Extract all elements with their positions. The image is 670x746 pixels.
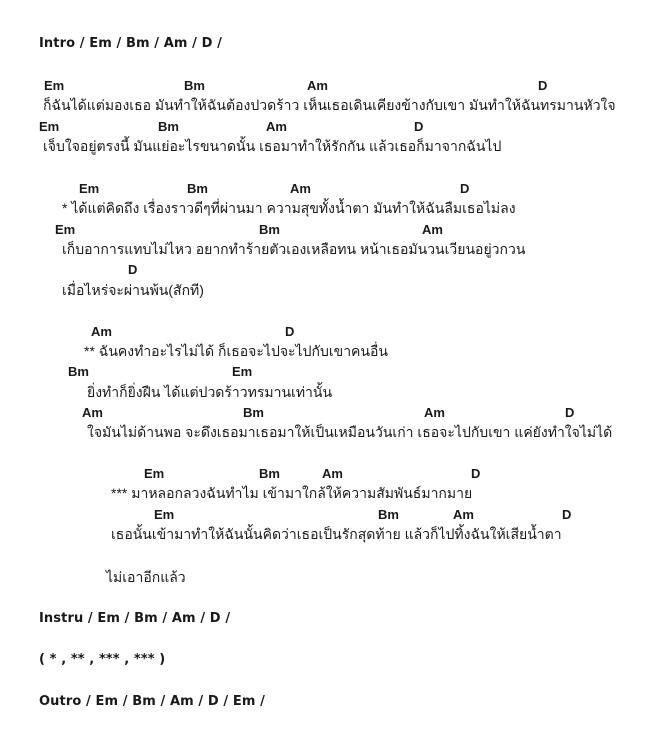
chord: Bm — [243, 405, 264, 420]
lyric-line: เธอนั้นเข้ามาทำให้ฉันนั้นคิดว่าเธอเป็นรักสุดท้าย แล้วก็ไปทิ้งฉันให้เสียน้ำตา — [111, 526, 562, 542]
chord: D — [471, 466, 481, 481]
instru-line: Instru / Em / Bm / Am / D / — [39, 611, 231, 626]
chord: Bm — [68, 364, 89, 379]
chord: Am — [266, 119, 287, 134]
chord: Em — [232, 364, 253, 379]
lyric-line: เจ็บใจอยู่ตรงนี้ มันแย่อะไรขนาดนั้น เธอมาทำให้รักกัน แล้วเธอก็มาจากฉันไป — [43, 138, 502, 154]
chord: Am — [91, 324, 112, 339]
lyric-line: เก็บอาการแทบไม่ไหว อยากทำร้ายตัวเองเหลือทน หน้าเธอมันวนเวียนอยู่วกวน — [62, 241, 526, 257]
chord: Am — [82, 405, 103, 420]
chord: D — [285, 324, 295, 339]
chord: Em — [39, 119, 60, 134]
lyric-line: ใจมันไม่ด้านพอ จะดึงเธอมาเธอมาให้เป็นเหมือนวันเก่า เธอจะไปกับเขา แค่ยังทำใจไม่ได้ — [87, 424, 613, 440]
chord: D — [538, 78, 548, 93]
chord: Am — [453, 507, 474, 522]
chord: D — [562, 507, 572, 522]
chord: Em — [144, 466, 165, 481]
chord: Em — [44, 78, 65, 93]
chord: Bm — [158, 119, 179, 134]
lyric-line: เมื่อไหร่จะผ่านพ้น(สักที) — [62, 282, 204, 298]
lyric-line: ก็ฉันได้แต่มองเธอ มันทำให้ฉันต้องปวดร้าว เห็นเธอเดินเคียงข้างกับเขา มันทำให้ฉันทรมานหัวใจ — [43, 97, 616, 113]
chord: Am — [322, 466, 343, 481]
chord: Em — [79, 181, 100, 196]
chord: Bm — [187, 181, 208, 196]
lyric-line: ไม่เอาอีกแล้ว — [106, 569, 186, 585]
chord: Am — [424, 405, 445, 420]
chord: Am — [307, 78, 328, 93]
chord: Am — [290, 181, 311, 196]
intro-line: Intro / Em / Bm / Am / D / — [39, 36, 223, 51]
lyric-line: ** ฉันคงทำอะไรไม่ได้ ก็เธอจะไปจะไปกับเขาคนอื่น — [84, 343, 388, 359]
chord: D — [565, 405, 575, 420]
lyric-line: * ได้แต่คิดถึง เรื่องราวดีๆที่ผ่านมา ความสุขทั้งน้ำตา มันทำให้ฉันลืมเธอไม่ลง — [62, 200, 516, 216]
chord: D — [460, 181, 470, 196]
chord: Bm — [184, 78, 205, 93]
chord: Bm — [378, 507, 399, 522]
chord: Am — [422, 222, 443, 237]
chord: D — [414, 119, 424, 134]
chord: D — [128, 262, 138, 277]
chord: Em — [154, 507, 175, 522]
lyric-line: *** มาหลอกลวงฉันทำไม เข้ามาใกล้ให้ความสัมพันธ์มากมาย — [111, 485, 473, 501]
lyric-line: ยิ่งทำก็ยิ่งฝืน ได้แต่ปวดร้าวทรมานเท่านั้น — [87, 384, 333, 400]
chord: Em — [55, 222, 76, 237]
repeat-line: ( * , ** , *** , *** ) — [39, 652, 166, 667]
chord: Bm — [259, 466, 280, 481]
outro-line: Outro / Em / Bm / Am / D / Em / — [39, 694, 265, 709]
chord: Bm — [259, 222, 280, 237]
